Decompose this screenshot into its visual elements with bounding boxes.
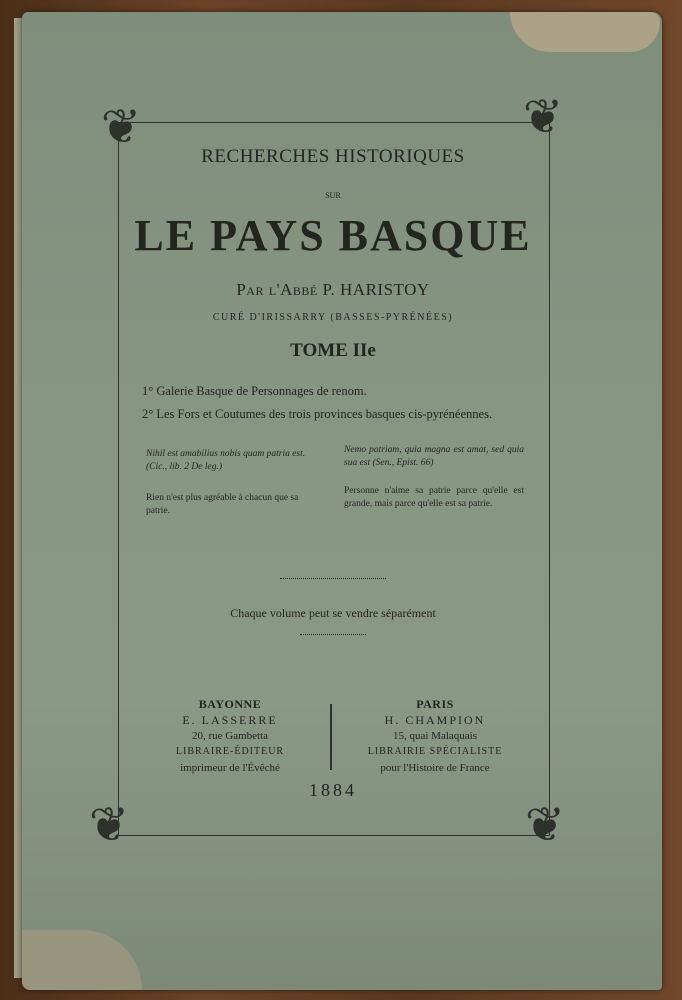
publisher-address: 15, quai Malaquais: [392, 730, 477, 742]
ornament-corner-icon: ❦: [88, 797, 130, 853]
publisher-name: E. LASSERRE: [182, 713, 278, 727]
torn-corner-top: [510, 12, 660, 52]
dotted-divider: [300, 634, 366, 635]
main-title: LE PAYS BASQUE: [134, 211, 532, 260]
publisher-bayonne: [140, 696, 320, 776]
contents-item-2: 2° Les Fors et Coutumes des trois provinces basques cis-pyrénéennes.: [142, 407, 493, 421]
author-position: CURÉ D'IRISSARRY (BASSES-PYRÉNÉES): [212, 312, 454, 323]
publisher-city: BAYONNE: [198, 697, 262, 711]
ornament-corner-icon: ❦: [522, 89, 564, 145]
volume-label: TOME IIe: [290, 340, 376, 361]
publisher-divider: [330, 704, 332, 770]
author-line: Par l'Abbé P. HARISTOY: [236, 280, 430, 299]
epigraph-latin-left: Nihil est amabilius nobis quam patria est. (Cic., lib. 2 De leg.): [146, 449, 306, 472]
publisher-city: PARIS: [416, 697, 454, 711]
word-sur: SUR: [325, 191, 341, 200]
contents-item-1: 1° Galerie Basque de Personnages de renom.: [142, 384, 367, 398]
dotted-divider: [280, 578, 386, 579]
publisher-extra: imprimeur de l'Évêché: [180, 762, 280, 774]
publication-year: 1884: [309, 780, 357, 800]
publisher-extra: pour l'Histoire de France: [380, 762, 490, 774]
sale-note: Chaque volume peut se vendre séparément: [230, 606, 436, 620]
publisher-paris: [340, 696, 530, 776]
publisher-address: 20, rue Gambetta: [191, 730, 269, 742]
epigraph-latin-right: Nemo patriam, quia magna est amat, sed quia sua est (Sen., Epist. 66): [344, 445, 524, 468]
epigraph-french-right: Personne n'aime sa patrie parce qu'elle est grande, mais parce qu'elle est sa patrie.: [344, 486, 524, 509]
subtitle-recherches: RECHERCHES HISTORIQUES: [201, 146, 465, 167]
publisher-name: H. CHAMPION: [384, 713, 486, 727]
publisher-role: LIBRAIRIE SPÉCIALISTE: [367, 746, 503, 757]
publisher-role: LIBRAIRE-ÉDITEUR: [175, 746, 285, 757]
ornament-corner-icon: ❦: [524, 797, 566, 853]
epigraph-french-left: Rien n'est plus agréable à chacun que sa patrie.: [146, 493, 299, 516]
ornament-corner-icon: ❦: [100, 99, 142, 155]
